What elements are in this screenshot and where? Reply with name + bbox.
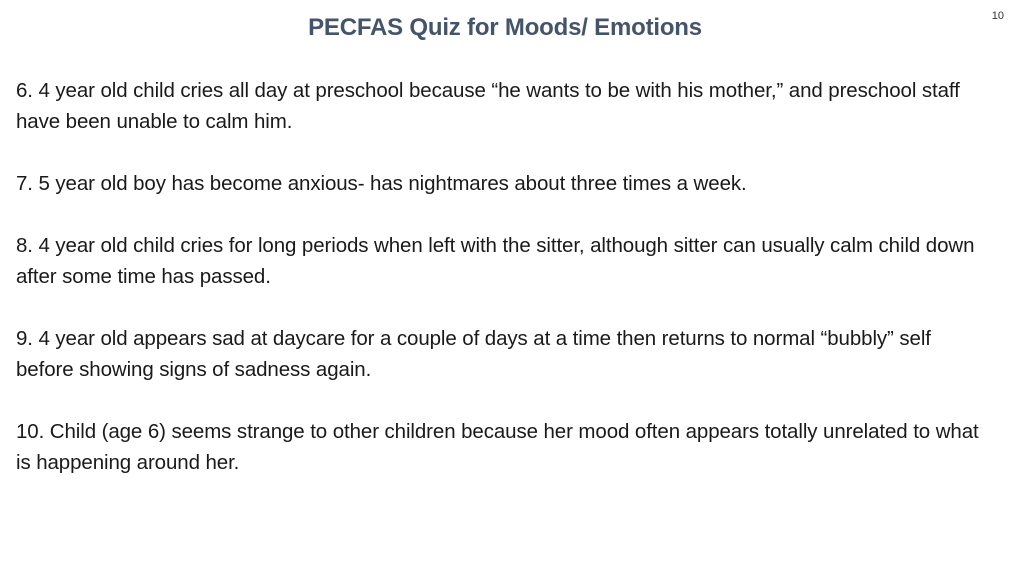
question-item-10: 10. Child (age 6) seems strange to other children because her mood often appears totally unrelated to what is happening around her. — [16, 420, 979, 474]
slide-title: PECFAS Quiz for Moods/ Emotions — [308, 14, 702, 41]
question-list — [16, 75, 991, 509]
question-item-7: 7. 5 year old boy has become anxious- has nightmares about three times a week. — [16, 172, 747, 195]
slide-number: 10 — [991, 10, 1004, 22]
question-item-9: 9. 4 year old appears sad at daycare for a couple of days at a time then returns to normal “bubbly” self before showing signs of sadness again. — [16, 327, 931, 381]
question-item-6: 6. 4 year old child cries all day at preschool because “he wants to be with his mother,” and preschool staff have been unable to calm him. — [16, 79, 960, 133]
question-item-8: 8. 4 year old child cries for long periods when left with the sitter, although sitter can usually calm child down after some time has passed. — [16, 234, 975, 288]
